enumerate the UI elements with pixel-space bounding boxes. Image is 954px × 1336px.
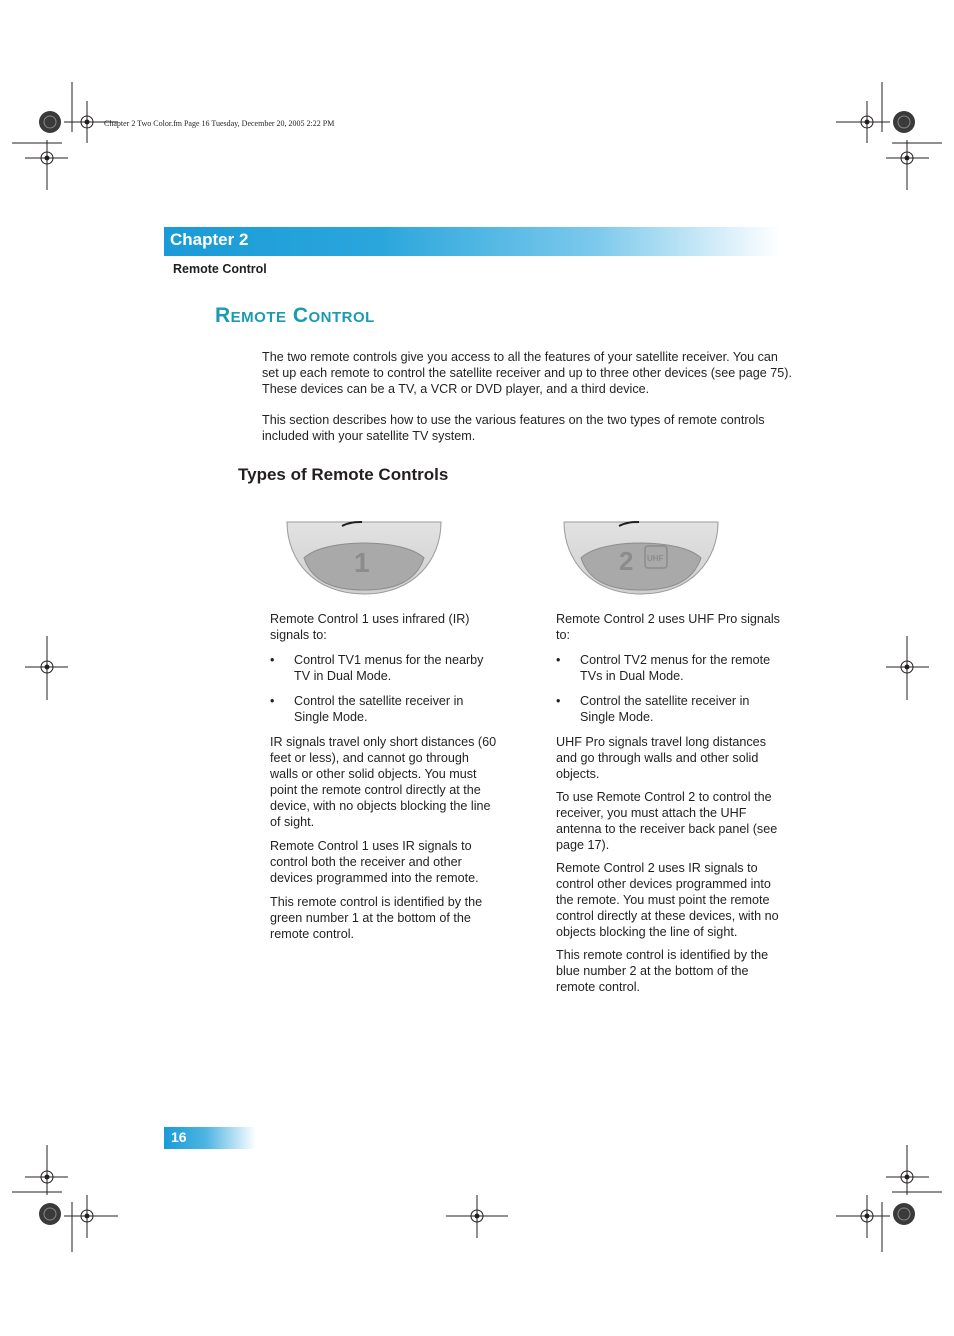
remote-control-1-image (284, 520, 444, 596)
bullet-marker: • (270, 653, 275, 667)
chapter-label: Chapter 2 (170, 230, 249, 249)
remote-1-paragraph-2: Remote Control 1 uses IR signals to control both the receiver and other devices programmed into the remote. (270, 839, 479, 885)
remote-2-paragraph-2: To use Remote Control 2 to control the receiver, you must attach the UHF antenna to the receiver back panel (see page 17). (556, 790, 778, 852)
uhf-badge-text: UHF (647, 554, 664, 563)
bullet-text: Control the satellite receiver in Single Mode. (580, 694, 750, 724)
remote-2-bullet-1 (556, 652, 784, 684)
chapter-banner (164, 227, 780, 256)
bullet-marker: • (270, 694, 275, 708)
bullet-marker: • (556, 694, 561, 708)
remote-control-2-image (561, 520, 721, 596)
remote-1-bullet-2 (270, 693, 498, 725)
running-head: Remote Control (173, 262, 267, 276)
remote-1-bullet-1 (270, 652, 498, 684)
remote-2-bullet-2 (556, 693, 784, 725)
remote-1-column (270, 611, 498, 942)
section-title: Remote Control (215, 304, 375, 327)
print-meta: Chapter 2 Two Color.fm Page 16 Tuesday, December 20, 2005 2:22 PM (104, 119, 335, 128)
remote-2-column (556, 611, 784, 995)
bullet-text: Control TV1 menus for the nearby TV in Dual Mode. (294, 653, 484, 683)
intro-paragraph-1: The two remote controls give you access to all the features of your satellite receiver. You can set up each remote to control the satellite receiver and up to three other devices (see page 75). These devices can be a TV, a VCR or DVD player, and a third device. (262, 350, 792, 396)
remote-1-lead: Remote Control 1 uses infrared (IR) signals to: (270, 612, 470, 642)
bullet-marker: • (556, 653, 561, 667)
subheading: Types of Remote Controls (238, 465, 449, 484)
remote-2-paragraph-3: Remote Control 2 uses IR signals to control other devices programmed into the remote. You must point the remote control directly at these devices, with no objects blocking the line of sight. (556, 861, 779, 939)
remote-1-number: 1 (354, 547, 370, 578)
remote-2-paragraph-4: This remote control is identified by the blue number 2 at the bottom of the remote control. (556, 948, 769, 994)
remote-1-paragraph-3: This remote control is identified by the green number 1 at the bottom of the remote control. (270, 895, 483, 941)
remote-1-paragraph-1: IR signals travel only short distances (60 feet or less), and cannot go through walls or other solid objects. You must point the remote control directly at the device, with no objects blocking the line of sight. (270, 735, 497, 829)
remote-2-lead: Remote Control 2 uses UHF Pro signals to: (556, 612, 780, 642)
bullet-text: Control TV2 menus for the remote TVs in Dual Mode. (580, 653, 771, 683)
page-number: 16 (171, 1129, 187, 1145)
remote-2-paragraph-1: UHF Pro signals travel long distances and go through walls and other solid objects. (556, 735, 766, 781)
remote-2-number: 2 (619, 546, 634, 576)
bullet-text: Control the satellite receiver in Single Mode. (294, 694, 464, 724)
intro-paragraph-2: This section describes how to use the various features on the two types of remote controls included with your satellite TV system. (262, 413, 765, 443)
